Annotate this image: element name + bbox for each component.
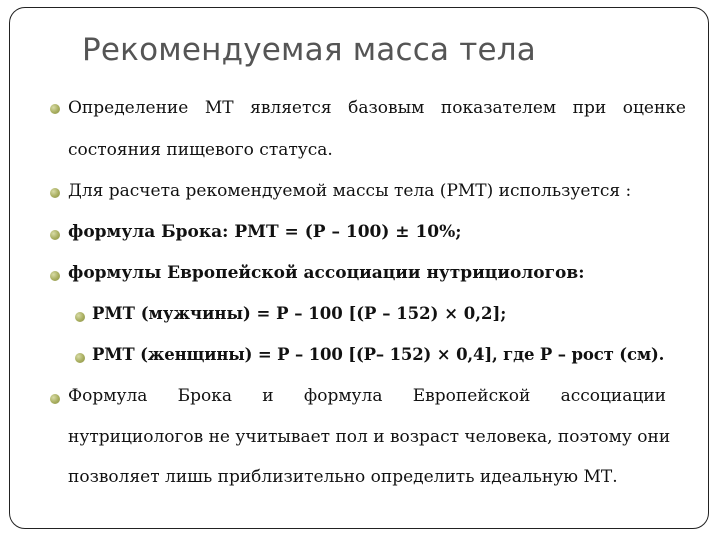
bullet-2-icon	[50, 188, 60, 198]
bullet-6-line-1	[68, 386, 666, 406]
subbullet-2-text: РМТ (женщины) = Р – 100 [(Р– 152) × 0,4], где Р – рост (см).	[92, 345, 665, 364]
subbullet-1-text: РМТ (мужчины) = Р – 100 [(Р – 152) × 0,2];	[92, 304, 507, 323]
bullet-6-line-2: нутрициологов не учитывает пол и возраст человека, поэтому они	[68, 427, 671, 447]
bullet-6-word: Формула	[68, 386, 148, 406]
bullet-1-word: при	[572, 98, 607, 118]
bullet-3-icon	[50, 230, 60, 240]
bullet-1-word: показателем	[440, 98, 557, 118]
slide-title: Рекомендуемая масса тела	[82, 32, 536, 68]
bullet-1-word: базовым	[348, 98, 425, 118]
bullet-6-word: ассоциации	[560, 386, 666, 406]
bullet-6-word: Европейской	[412, 386, 531, 406]
bullet-6-word: Брока	[177, 386, 233, 406]
bullet-1-word: является	[250, 98, 332, 118]
bullet-6-icon	[50, 394, 60, 404]
bullet-6-line-3: позволяет лишь приблизительно определить идеальную МТ.	[68, 467, 618, 487]
bullet-1-word: МТ	[204, 98, 234, 118]
bullet-2-text: Для расчета рекомендуемой массы тела (РМТ) используется :	[68, 181, 632, 201]
subbullet-1-icon	[75, 312, 85, 322]
bullet-1-icon	[50, 104, 60, 114]
subbullet-2-icon	[75, 353, 85, 363]
bullet-6-word: и	[262, 386, 274, 406]
bullet-4-text: формулы Европейской ассоциации нутрициологов:	[68, 263, 585, 283]
bullet-1-word: оценке	[622, 98, 686, 118]
bullet-3-text: формула Брока: РМТ = (Р – 100) ± 10%;	[68, 222, 462, 242]
bullet-1-line-2: состояния пищевого статуса.	[68, 140, 333, 160]
bullet-4-icon	[50, 271, 60, 281]
bullet-6-word: формула	[303, 386, 383, 406]
bullet-1-word: Определение	[68, 98, 189, 118]
bullet-1-line-1	[68, 98, 686, 118]
